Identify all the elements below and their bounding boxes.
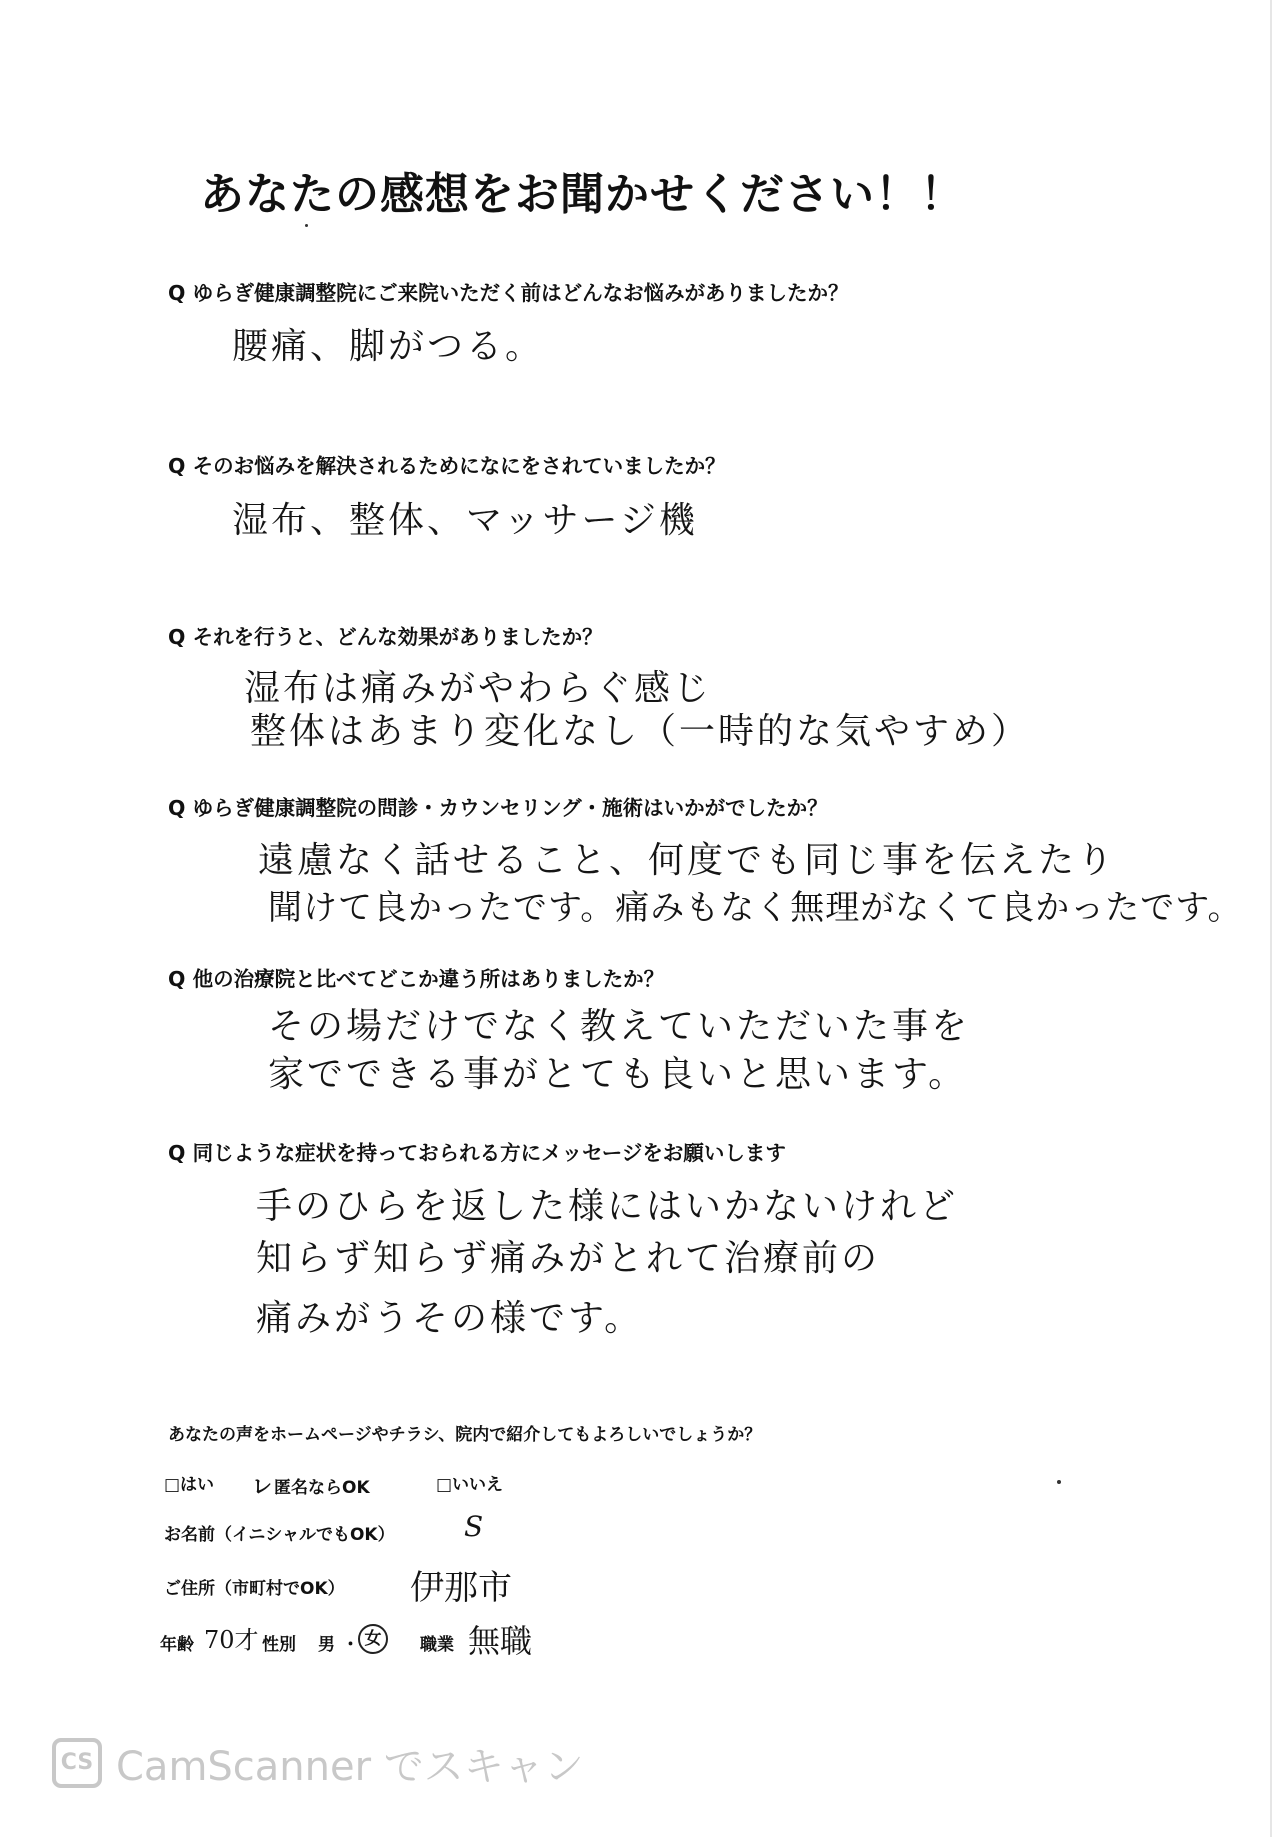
question-1: Q ゆらぎ健康調整院にご来院いただく前はどんなお悩みがありましたか？ — [168, 281, 849, 305]
question-6: Q 同じような症状を持っておられる方にメッセージをお願いします — [168, 1141, 786, 1165]
page-edge — [1270, 0, 1272, 1837]
answer-3-line-2: 整体はあまり変化なし（一時的な気やすめ） — [250, 711, 1031, 752]
gender-female-circled[interactable] — [358, 1624, 388, 1654]
question-2: Q そのお悩みを解決されるためになにをされていましたか？ — [168, 454, 726, 478]
answer-6-line-2: 知らず知らず痛みがとれて治療前の — [256, 1238, 881, 1279]
answer-5-line-2: 家でできる事がとても良いと思います。 — [268, 1054, 968, 1095]
age-value: 70才 — [204, 1626, 259, 1654]
consent-option-yes[interactable]: □はい — [164, 1475, 215, 1495]
answer-5-line-1: その場だけでなく教えていただいた事を — [268, 1006, 971, 1047]
question-4: Q ゆらぎ健康調整院の問診・カウンセリング・施術はいかがでしたか？ — [168, 796, 828, 820]
answer-4-line-1: 遠慮なく話せること、何度でも同じ事を伝えたり — [258, 840, 1117, 881]
answer-4-line-2: 聞けて良かったです。痛みもなく無理がなくて良かったです。 — [268, 888, 1243, 928]
gender-male[interactable]: 男 — [318, 1635, 335, 1655]
gender-label: 性別 — [262, 1635, 296, 1655]
watermark-text: CamScanner でスキャン — [116, 1743, 584, 1790]
camscanner-logo-icon: CS — [52, 1738, 102, 1788]
stray-mark — [1057, 1480, 1061, 1484]
job-label: 職業 — [420, 1635, 454, 1655]
answer-2-line-1: 湿布、整体、マッサージ機 — [232, 500, 698, 541]
name-label: お名前（イニシャルでもOK） — [164, 1525, 395, 1545]
age-label: 年齢 — [160, 1635, 194, 1655]
check-mark: レ — [252, 1474, 272, 1498]
address-value: 伊那市 — [410, 1568, 512, 1608]
page-title: あなたの感想をお聞かせください！！ — [200, 169, 965, 220]
answer-6-line-1: 手のひらを返した様にはいかないけれど — [256, 1186, 959, 1227]
consent-question: あなたの声をホームページやチラシ、院内で紹介してもよろしいでしょうか？ — [168, 1425, 762, 1445]
camscanner-watermark — [52, 1735, 584, 1791]
question-5: Q 他の治療院と比べてどこか違う所はありましたか？ — [168, 967, 665, 991]
answer-3-line-1: 湿布は痛みがやわらぐ感じ — [244, 668, 713, 709]
gender-separator: ・ — [342, 1635, 359, 1655]
stray-mark — [305, 224, 308, 227]
address-label: ご住所（市町村でOK） — [164, 1579, 345, 1599]
consent-option-no[interactable]: □いいえ — [436, 1475, 504, 1495]
answer-1-line-1: 腰痛、脚がつる。 — [232, 326, 545, 367]
question-3: Q それを行うと、どんな効果がありましたか？ — [168, 625, 603, 649]
consent-option-anonymous[interactable]: レ 匿名ならOK — [252, 1474, 370, 1498]
answer-6-line-3: 痛みがうその様です。 — [256, 1298, 644, 1339]
name-value: S — [464, 1510, 484, 1543]
gender-female: 女 — [358, 1624, 388, 1654]
job-value: 無職 — [468, 1622, 533, 1660]
